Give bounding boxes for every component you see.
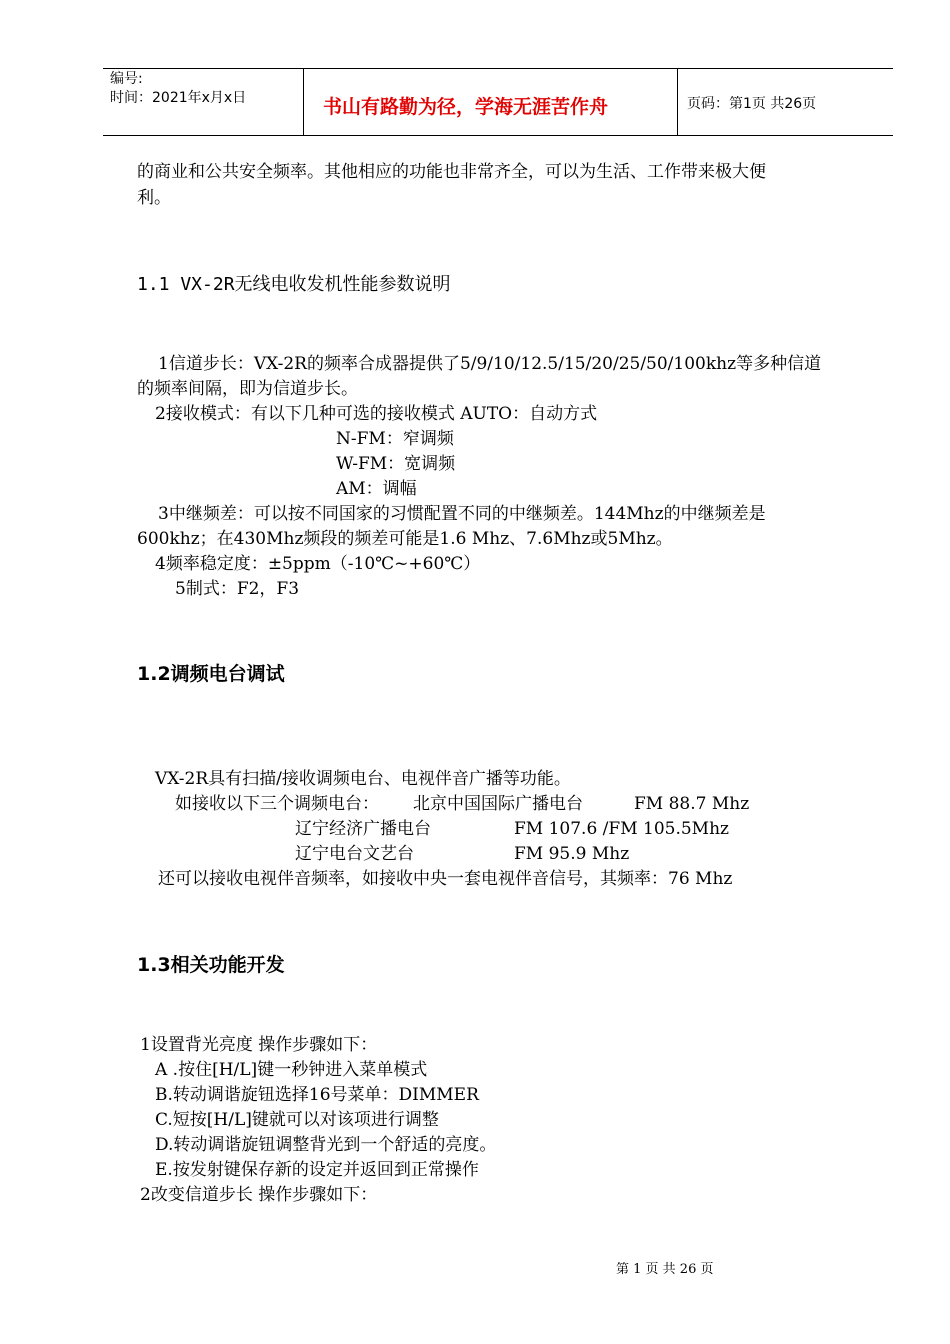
section1-line: 4频率稳定度：±5ppm（-10℃~+60℃）	[155, 554, 481, 574]
section2-intro: VX-2R具有扫描/接收调频电台、电视伴音广播等功能。	[155, 769, 571, 789]
section3-line: C.短按[H/L]键就可以对该项进行调整	[155, 1110, 439, 1130]
page-footer: 第 1 页 共 26 页	[616, 1262, 714, 1277]
section1-line: AM：调幅	[336, 479, 417, 499]
section3-line: 2改变信道步长 操作步骤如下：	[140, 1185, 378, 1205]
station-freq: FM 88.7 Mhz	[634, 794, 750, 814]
section1-line: W-FM：宽调频	[336, 454, 456, 474]
section1-line: N-FM：窄调频	[336, 429, 454, 449]
header-date-label: 时间：2021年x月x日	[110, 90, 247, 106]
station-freq: FM 95.9 Mhz	[514, 844, 630, 864]
intro-line-2: 利。	[137, 188, 171, 208]
header-bottom-rule	[103, 135, 893, 136]
section3-line: 1设置背光亮度 操作步骤如下：	[140, 1035, 378, 1055]
section1-line: 2接收模式：有以下几种可选的接收模式 AUTO：自动方式	[155, 404, 598, 424]
section1-line: 3中继频差：可以按不同国家的习惯配置不同的中继频差。144Mhz的中继频差是	[158, 504, 766, 524]
section2-tv-line: 还可以接收电视伴音频率，如接收中央一套电视伴音信号，其频率：76 Mhz	[158, 869, 733, 889]
station-freq: FM 107.6 /FM 105.5Mhz	[514, 819, 729, 839]
header-page-info: 页码：第1页 共26页	[687, 96, 817, 112]
header-motto: 书山有路勤为径，学海无涯苦作舟	[323, 96, 609, 118]
section3-line: B.转动调谐旋钮选择16号菜单：DIMMER	[155, 1085, 479, 1105]
section1-line: 1信道步长：VX-2R的频率合成器提供了5/9/10/12.5/15/20/25/50/100khz等多种信道	[158, 354, 822, 374]
section3-line: D.转动调谐旋钮调整背光到一个舒适的亮度。	[155, 1135, 497, 1155]
header-divider-1	[303, 69, 304, 136]
section3-line: E.按发射键保存新的设定并返回到正常操作	[155, 1160, 479, 1180]
section1-line: 的频率间隔，即为信道步长。	[137, 379, 358, 399]
section2-lead: 如接收以下三个调频电台：	[175, 794, 379, 814]
section-1-3-title: 1.3相关功能开发	[137, 954, 285, 976]
section-1-2-title: 1.2调频电台调试	[137, 663, 285, 685]
section-1-1-title: 1.1 VX-2R无线电收发机性能参数说明	[137, 274, 451, 295]
station-name: 辽宁经济广播电台	[295, 819, 431, 839]
intro-line-1: 的商业和公共安全频率。其他相应的功能也非常齐全，可以为生活、工作带来极大便	[137, 162, 766, 182]
section1-line: 600khz；在430Mhz频段的频差可能是1.6 Mhz、7.6Mhz或5Mhz。	[137, 529, 673, 549]
station-name: 北京中国国际广播电台	[413, 794, 583, 814]
header-number-label: 编号:	[110, 71, 143, 87]
section1-line: 5制式：F2，F3	[175, 579, 300, 599]
header-divider-2	[677, 69, 678, 136]
section3-line: A .按住[H/L]键一秒钟进入菜单模式	[155, 1060, 428, 1080]
station-name: 辽宁电台文艺台	[295, 844, 414, 864]
header-top-rule	[103, 68, 893, 69]
